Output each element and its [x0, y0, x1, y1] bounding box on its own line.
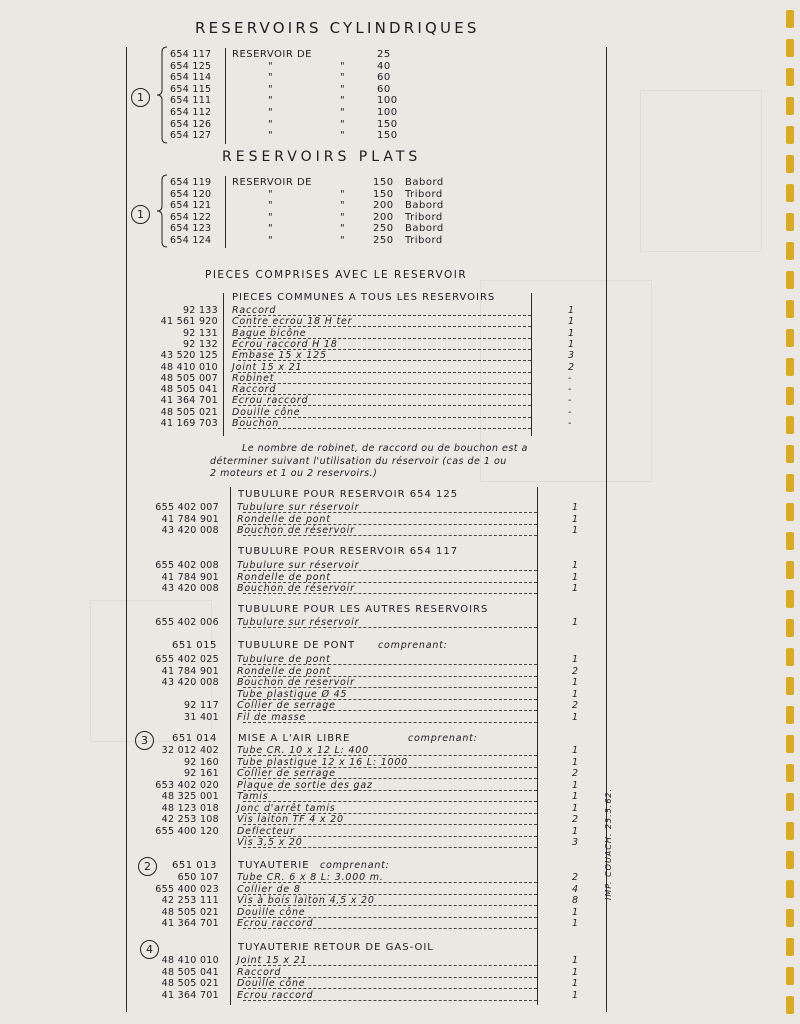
leader-line — [238, 372, 531, 373]
part-qty: 1 — [572, 677, 579, 688]
leader-line — [243, 570, 537, 571]
binding-coil — [786, 329, 794, 347]
subsection-suffix: comprenant: — [378, 640, 448, 651]
item-code: 654 115 — [170, 83, 212, 95]
part-code: 41 784 901 — [161, 513, 219, 525]
binding-coil — [786, 68, 794, 86]
leader-line — [243, 824, 537, 825]
part-desc: Ecrou raccord — [237, 918, 314, 929]
part-desc: Bouchon de réservoir — [237, 525, 355, 536]
binding-coil — [786, 213, 794, 231]
brace-icon — [156, 46, 168, 144]
part-qty: 1 — [572, 779, 579, 791]
item-code: 654 126 — [170, 118, 212, 130]
binding-coil — [786, 677, 794, 695]
item-desc: " — [268, 235, 274, 246]
item-side: Tribord — [405, 211, 443, 223]
part-desc: Ecrou raccord — [232, 395, 309, 407]
part-desc: Douille cône — [237, 978, 306, 989]
part-qty: 2 — [572, 872, 579, 883]
binding-coil — [786, 155, 794, 173]
part-qty: - — [568, 395, 572, 407]
part-code: 41 364 701 — [161, 918, 219, 929]
item-code: 654 123 — [170, 223, 212, 235]
part-qty: 1 — [572, 525, 579, 536]
left-rule — [126, 47, 127, 1012]
item-desc: " — [268, 60, 274, 72]
item-code: 654 127 — [170, 130, 212, 142]
leader-line — [243, 710, 537, 711]
spiral-binding — [778, 0, 800, 1024]
item-desc: " — [340, 107, 346, 118]
binding-coil — [786, 97, 794, 115]
part-code: 650 107 — [177, 872, 219, 883]
item-desc: " — [268, 223, 274, 235]
part-code: 92 161 — [183, 768, 219, 779]
item-value: 200 — [373, 211, 394, 223]
leader-line — [243, 627, 537, 628]
item-desc: " — [340, 60, 346, 72]
part-qty: 2 — [572, 700, 579, 711]
leader-line — [243, 722, 537, 723]
part-desc: Tube CR. 6 x 8 L: 3.000 m. — [237, 872, 384, 883]
part-desc: Bague bicône — [232, 327, 307, 339]
part-code: 48 505 021 — [161, 906, 219, 918]
leader-line — [238, 383, 531, 384]
part-code: 41 364 701 — [161, 989, 219, 1001]
leader-line — [243, 664, 537, 665]
part-desc: Tamis — [237, 791, 269, 802]
binding-coil — [786, 10, 794, 28]
part-desc: Collier de serrage — [237, 768, 336, 779]
part-qty: 1 — [568, 305, 575, 316]
page-title: RESERVOIRS CYLINDRIQUES — [195, 19, 480, 37]
binding-coil — [786, 822, 794, 840]
part-qty: 1 — [572, 560, 579, 571]
part-qty: 1 — [572, 756, 579, 768]
item-code: 654 120 — [170, 188, 212, 200]
section-code: 651 015 — [172, 640, 217, 651]
leader-line — [243, 965, 537, 966]
binding-coil — [786, 474, 794, 492]
part-code: 31 401 — [183, 711, 219, 723]
leader-line — [243, 512, 537, 513]
binding-coil — [786, 532, 794, 550]
part-desc: Rondelle de pont — [237, 513, 331, 525]
item-code: 654 119 — [170, 177, 212, 188]
binding-coil — [786, 561, 794, 579]
part-qty: 1 — [572, 978, 579, 989]
item-side: Tribord — [405, 235, 443, 246]
part-desc: Tubulure de pont — [237, 654, 331, 665]
subsection-heading: TUBULURE DE PONT — [238, 640, 356, 651]
part-desc: Vis laiton TF 4 x 20 — [237, 814, 344, 825]
leader-line — [243, 928, 537, 929]
item-desc: " — [340, 188, 346, 200]
code-rule — [230, 487, 231, 1005]
part-code: 655 402 006 — [155, 617, 219, 628]
item-desc: " — [268, 83, 274, 95]
part-qty: 1 — [572, 791, 579, 802]
subsection-heading: TUBULURE POUR RESERVOIR 654 117 — [238, 546, 459, 557]
leader-line — [243, 778, 537, 779]
part-code: 655 402 007 — [155, 502, 219, 513]
part-code: 655 402 025 — [155, 654, 219, 665]
item-desc: " — [268, 200, 274, 212]
qty-rule — [531, 293, 532, 436]
part-qty: 4 — [572, 883, 579, 895]
binding-coil — [786, 503, 794, 521]
part-desc: Ecrou raccord — [237, 989, 314, 1001]
part-desc: Embase 15 x 125 — [232, 350, 327, 362]
part-code: 48 410 010 — [160, 361, 218, 373]
item-desc: " — [340, 118, 346, 130]
item-value: 25 — [377, 49, 391, 60]
part-code: 48 505 021 — [161, 978, 219, 989]
binding-coil — [786, 358, 794, 376]
binding-coil — [786, 387, 794, 405]
reference-circle: 1 — [131, 88, 150, 107]
item-value: 150 — [373, 188, 394, 200]
part-code: 655 400 120 — [155, 825, 219, 837]
item-desc: " — [340, 95, 346, 107]
part-desc: Collier de serrage — [237, 700, 336, 711]
part-qty: 1 — [572, 918, 579, 929]
binding-coil — [786, 851, 794, 869]
part-qty: 1 — [572, 654, 579, 665]
part-code: 41 364 701 — [160, 395, 218, 407]
part-desc: Vis à bois laiton 4,5 x 20 — [237, 895, 375, 906]
part-code: 41 561 920 — [160, 316, 218, 328]
part-qty: 1 — [568, 316, 575, 328]
part-desc: Plaque de sortie des gaz — [237, 779, 373, 791]
part-qty: 2 — [572, 665, 579, 677]
item-value: 150 — [373, 177, 394, 188]
subsection-suffix: comprenant: — [320, 860, 390, 871]
part-qty: - — [568, 418, 572, 429]
part-desc: Tubulure sur réservoir — [237, 560, 360, 571]
part-code: 92 132 — [182, 338, 218, 350]
part-code: 92 117 — [183, 700, 219, 711]
part-qty: 1 — [572, 688, 579, 700]
part-code: 43 420 008 — [161, 525, 219, 536]
part-desc: Ecrou raccord H 18 — [232, 338, 338, 350]
item-value: 100 — [377, 107, 398, 118]
part-desc: Deflecteur — [237, 825, 295, 837]
part-qty: 3 — [572, 837, 579, 848]
part-code: 43 420 008 — [161, 583, 219, 594]
part-qty: 1 — [572, 955, 579, 966]
part-desc: Fil de masse — [237, 711, 307, 723]
part-code: 92 160 — [183, 756, 219, 768]
part-qty: 1 — [572, 802, 579, 814]
leader-line — [243, 790, 537, 791]
item-desc: " — [268, 107, 274, 118]
part-qty: 1 — [572, 617, 579, 628]
subsection-heading: MISE A L'AIR LIBRE — [238, 733, 351, 744]
item-desc: " — [340, 223, 346, 235]
part-qty: 1 — [568, 338, 575, 350]
part-desc: Bouchon — [232, 418, 280, 429]
item-desc: " — [268, 72, 274, 84]
brace-icon — [156, 174, 168, 248]
leader-line — [243, 593, 537, 594]
leader-line — [238, 428, 531, 429]
binding-coil — [786, 967, 794, 985]
part-code: 48 325 001 — [161, 791, 219, 802]
item-value: 250 — [373, 223, 394, 235]
item-side: Tribord — [405, 188, 443, 200]
part-qty: - — [568, 372, 572, 384]
part-desc: Raccord — [232, 384, 277, 396]
leader-line — [243, 687, 537, 688]
qty-rule — [537, 487, 538, 1005]
item-value: 250 — [373, 235, 394, 246]
part-qty: 1 — [568, 327, 575, 339]
item-side: Babord — [405, 177, 444, 188]
item-desc: " — [268, 118, 274, 130]
item-value: 60 — [377, 72, 391, 84]
leader-line — [243, 755, 537, 756]
item-code: 654 114 — [170, 72, 212, 84]
code-rule — [225, 48, 226, 144]
binding-coil — [786, 706, 794, 724]
reference-circle: 4 — [140, 940, 159, 959]
item-code: 654 121 — [170, 200, 212, 212]
part-qty: 2 — [572, 814, 579, 825]
item-desc: " — [340, 200, 346, 212]
part-code: 655 400 023 — [155, 883, 219, 895]
part-desc: Tube plastique Ø 45 — [237, 688, 348, 700]
binding-coil — [786, 126, 794, 144]
item-desc: " — [340, 211, 346, 223]
part-code: 655 402 008 — [155, 560, 219, 571]
binding-coil — [786, 909, 794, 927]
binding-coil — [786, 996, 794, 1014]
section-title-plats: RESERVOIRS PLATS — [222, 149, 422, 165]
part-code: 41 784 901 — [161, 571, 219, 583]
item-value: 150 — [377, 118, 398, 130]
item-code: 654 125 — [170, 60, 212, 72]
binding-coil — [786, 590, 794, 608]
binding-coil — [786, 880, 794, 898]
part-qty: 8 — [572, 895, 579, 906]
part-qty: 1 — [572, 966, 579, 978]
subsection-heading: TUYAUTERIE — [238, 860, 310, 871]
leader-line — [243, 801, 537, 802]
item-side: Babord — [405, 200, 444, 212]
part-qty: 1 — [572, 502, 579, 513]
item-desc: RESERVOIR DE — [232, 177, 312, 188]
part-code: 48 505 041 — [161, 966, 219, 978]
part-qty: 1 — [572, 571, 579, 583]
part-qty: 1 — [572, 825, 579, 837]
item-value: 40 — [377, 60, 391, 72]
item-desc: RESERVOIR DE — [232, 49, 312, 60]
imprint: IMP. COUACH. 25.5.62. — [604, 787, 613, 900]
part-code: 43 420 008 — [161, 677, 219, 688]
section-code: 651 013 — [172, 860, 217, 871]
item-value: 150 — [377, 130, 398, 142]
item-side: Babord — [405, 223, 444, 235]
part-code: 653 402 020 — [155, 779, 219, 791]
item-desc: " — [340, 235, 346, 246]
item-desc: " — [268, 130, 274, 142]
part-qty: 2 — [572, 768, 579, 779]
part-desc: Bouchon de reservoir — [237, 677, 355, 688]
part-code: 48 123 018 — [161, 802, 219, 814]
reference-circle: 3 — [135, 731, 154, 750]
part-qty: 1 — [572, 513, 579, 525]
subsection-suffix: comprenant: — [408, 733, 478, 744]
binding-coil — [786, 938, 794, 956]
code-rule — [223, 293, 224, 436]
part-code: 92 131 — [182, 327, 218, 339]
subsection-heading: TUYAUTERIE RETOUR DE GAS-OIL — [238, 942, 434, 953]
part-qty: 1 — [572, 989, 579, 1001]
leader-line — [243, 847, 537, 848]
binding-coil — [786, 39, 794, 57]
pieces-title: PIECES COMPRISES AVEC LE RESERVOIR — [205, 269, 468, 281]
part-desc: Collier de 8 — [237, 883, 301, 895]
reference-circle: 2 — [138, 857, 157, 876]
part-desc: Tubulure sur réservoir — [237, 617, 360, 628]
part-code: 48 410 010 — [161, 955, 219, 966]
part-code: 42 253 111 — [161, 895, 219, 906]
leader-line — [243, 905, 537, 906]
part-code: 32 012 402 — [161, 745, 219, 756]
bleed-through — [640, 90, 762, 252]
part-desc: Douille cône — [237, 906, 306, 918]
reference-circle: 1 — [131, 205, 150, 224]
leader-line — [243, 535, 537, 536]
note-line: déterminer suivant l'utilisation du réservoir (cas de 1 ou — [210, 455, 507, 467]
part-desc: Bouchon de réservoir — [237, 583, 355, 594]
item-code: 654 111 — [170, 95, 212, 107]
code-rule — [225, 176, 226, 248]
item-code: 654 117 — [170, 49, 212, 60]
item-desc: " — [340, 130, 346, 142]
part-qty: 1 — [572, 745, 579, 756]
leader-line — [238, 417, 531, 418]
binding-coil — [786, 445, 794, 463]
part-qty: 1 — [572, 583, 579, 594]
binding-coil — [786, 271, 794, 289]
item-desc: " — [340, 83, 346, 95]
binding-coil — [786, 735, 794, 753]
note-line: 2 moteurs et 1 ou 2 reservoirs.) — [210, 468, 378, 479]
item-desc: " — [340, 72, 346, 84]
item-value: 60 — [377, 83, 391, 95]
item-code: 654 124 — [170, 235, 212, 246]
item-code: 654 112 — [170, 107, 212, 118]
section-code: 651 014 — [172, 733, 217, 744]
part-qty: 2 — [568, 361, 575, 373]
subsection-heading: PIECES COMMUNES A TOUS LES RESERVOIRS — [232, 292, 496, 303]
item-code: 654 122 — [170, 211, 212, 223]
part-qty: - — [568, 406, 572, 418]
binding-coil — [786, 793, 794, 811]
part-code: 42 253 108 — [161, 814, 219, 825]
part-desc: Joint 15 x 21 — [232, 361, 303, 373]
subsection-heading: TUBULURE POUR RESERVOIR 654 125 — [238, 489, 459, 500]
binding-coil — [786, 619, 794, 637]
part-code: 48 505 041 — [160, 384, 218, 396]
binding-coil — [786, 416, 794, 434]
part-code: 41 169 703 — [160, 418, 218, 429]
part-qty: 1 — [572, 711, 579, 723]
part-qty: 3 — [568, 350, 575, 362]
item-desc: " — [268, 95, 274, 107]
item-desc: " — [268, 188, 274, 200]
binding-coil — [786, 648, 794, 666]
leader-line — [243, 882, 537, 883]
part-code: 48 505 007 — [160, 372, 218, 384]
part-desc: Rondelle de pont — [237, 665, 331, 677]
leader-line — [243, 988, 537, 989]
part-desc: Douille cône — [232, 406, 301, 418]
leader-line — [243, 1000, 537, 1001]
binding-coil — [786, 242, 794, 260]
binding-coil — [786, 300, 794, 318]
part-desc: Joint 15 x 21 — [237, 955, 308, 966]
part-desc: Tubulure sur réservoir — [237, 502, 360, 513]
part-code: 92 133 — [182, 305, 218, 316]
part-code: 43 520 125 — [160, 350, 218, 362]
binding-coil — [786, 764, 794, 782]
part-qty: - — [568, 384, 572, 396]
part-desc: Tube CR. 10 x 12 L: 400 — [237, 745, 369, 756]
part-desc: Contre ecrou 18 H ter — [232, 316, 353, 328]
note-line: Le nombre de robinet, de raccord ou de bouchon est a — [242, 443, 528, 454]
part-desc: Raccord — [232, 305, 277, 316]
part-qty: 1 — [572, 906, 579, 918]
binding-coil — [786, 184, 794, 202]
subsection-heading: TUBULURE POUR LES AUTRES RESERVOIRS — [238, 604, 489, 615]
part-desc: Tube plastique 12 x 16 L: 1000 — [237, 756, 409, 768]
part-desc: Jonc d'arrêt tamis — [237, 802, 336, 814]
part-desc: Raccord — [237, 966, 282, 978]
part-code: 41 784 901 — [161, 665, 219, 677]
item-desc: " — [268, 211, 274, 223]
part-desc: Rondelle de pont — [237, 571, 331, 583]
part-desc: Robinet — [232, 372, 275, 384]
part-code: 48 505 021 — [160, 406, 218, 418]
item-value: 100 — [377, 95, 398, 107]
item-value: 200 — [373, 200, 394, 212]
part-desc: Vis 3,5 x 20 — [237, 837, 303, 848]
